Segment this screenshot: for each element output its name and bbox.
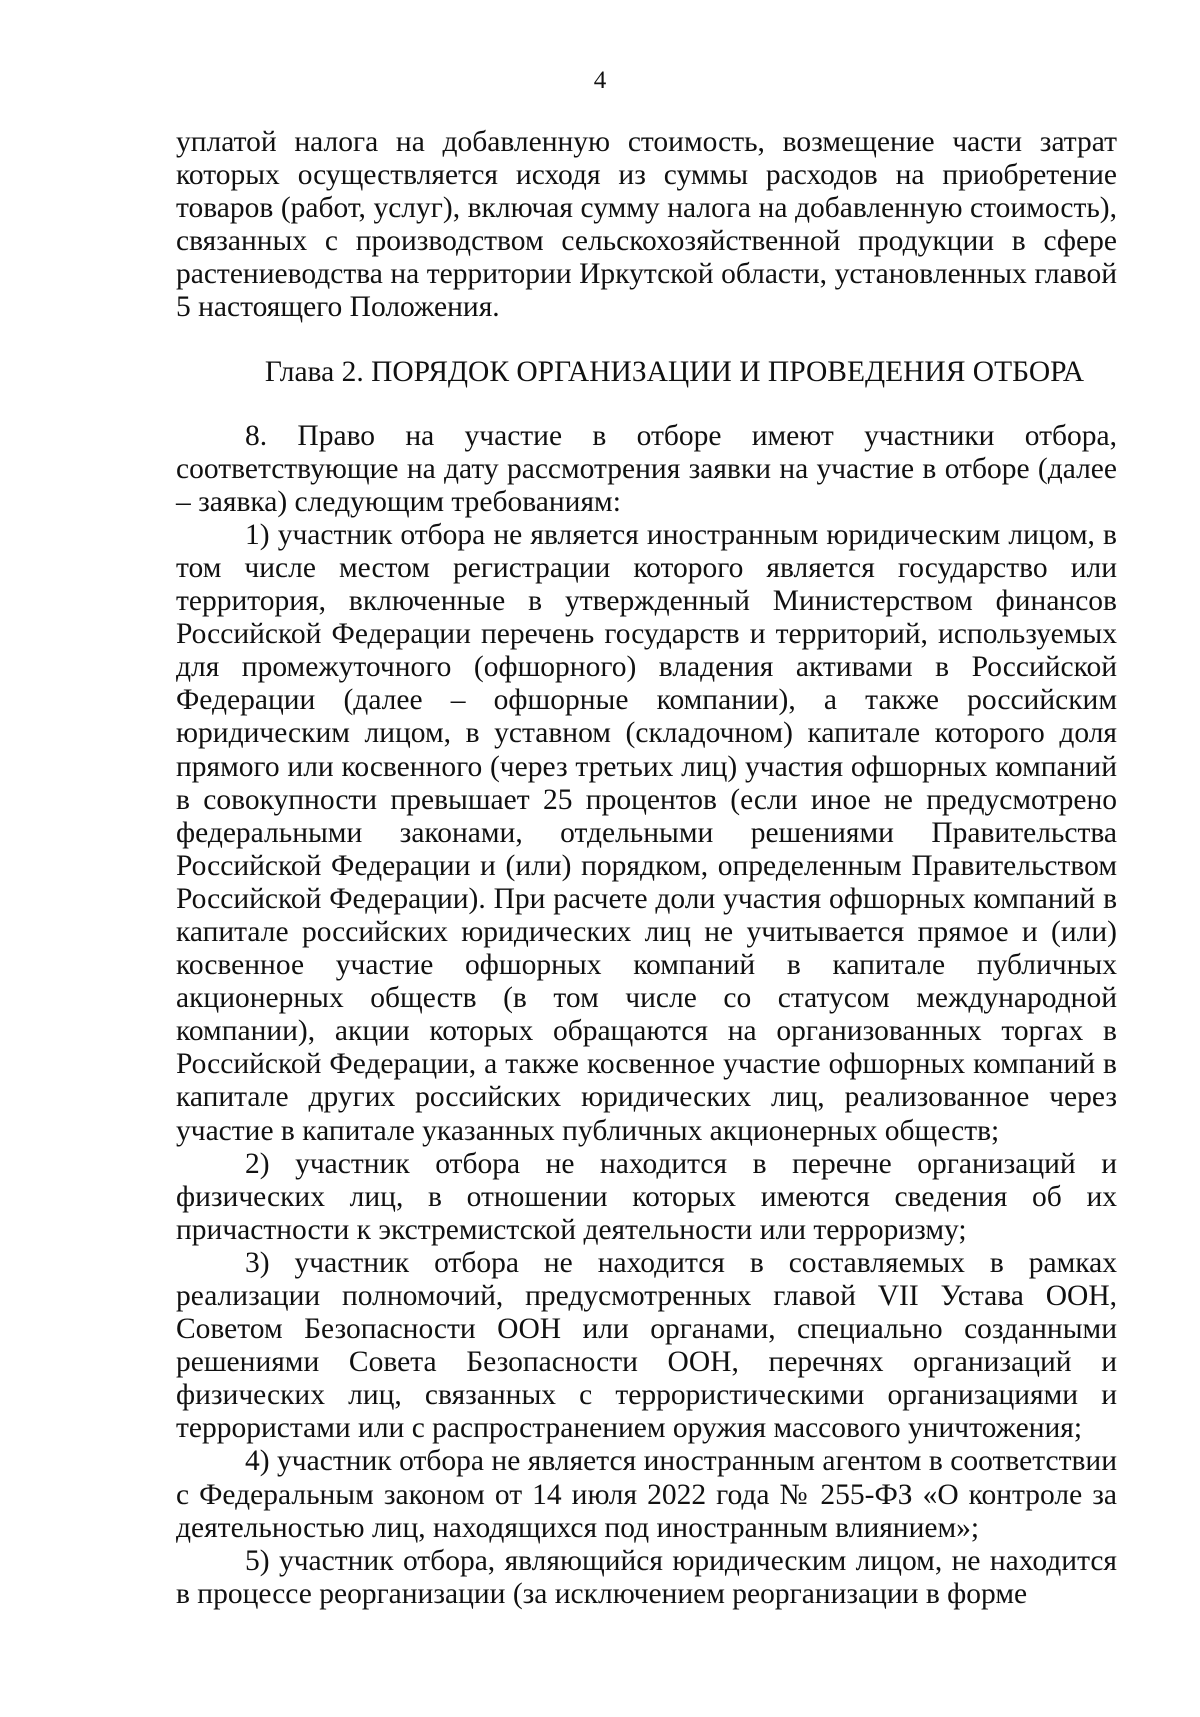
chapter-heading: Глава 2. ПОРЯДОК ОРГАНИЗАЦИИ И ПРОВЕДЕНИЯ ОТБОРА [264,355,1085,388]
requirement-item-3: 3) участник отбора не находится в составляемых в рамках реализации полномочий, предусмотренных главой VII Устава ООН, Советом Безопасности ООН или органами, специально созданными решениями Совета Безопасности ООН, перечнях организаций и физических лиц, связанных с террористическими организациями и террористами или с распространением оружия массового уничтожения; [176,1246,1117,1445]
document-body [176,126,1117,1611]
page-number: 4 [593,67,607,94]
requirement-item-4: 4) участник отбора не является иностранным агентом в соответствии с Федеральным законом от 14 июля 2022 года № 255-ФЗ «О контроле за деятельностью лиц, находящихся под иностранным влиянием»; [176,1445,1117,1544]
intro-paragraph: уплатой налога на добавленную стоимость, возмещение части затрат которых осуществляется исходя из суммы расходов на приобретение товаров (работ, услуг), включая сумму налога на добавленную стоимость), связанных с производством сельскохозяйственной продукции в сфере растениеводства на территории Иркутской области, установленных главой 5 настоящего Положения. [176,126,1117,324]
requirement-item-5: 5) участник отбора, являющийся юридическим лицом, не находится в процессе реорганизации (за исключением реорганизации в форме [176,1544,1117,1610]
requirement-item-1: 1) участник отбора не является иностранным юридическим лицом, в том числе местом регистрации которого является государство или территория, включенные в утвержденный Министерством финансов Российской Федерации перечень государств и территорий, используемых для промежуточного (офшорного) владения активами в Российской Федерации (далее – офшорные компании), а также российским юридическим лицом, в уставном (складочном) капитале которого доля прямого или косвенного (через третьих лиц) участия офшорных компаний в совокупности превышает 25 процентов (если иное не предусмотрено федеральными законами, отдельными решениями Правительства Российской Федерации и (или) порядком, определенным Правительством Российской Федерации). При расчете доли участия офшорных компаний в капитале российских юридических лиц не учитывается прямое и (или) косвенное участие офшорных компаний в капитале публичных акционерных обществ (в том числе со статусом международной компании), акции которых обращаются на организованных торгах в Российской Федерации, а также косвенное участие офшорных компаний в капитале других российских юридических лиц, реализованное через участие в капитале указанных публичных акционерных обществ; [176,518,1117,1147]
clause-8-paragraph: 8. Право на участие в отборе имеют участники отбора, соответствующие на дату рассмотрения заявки на участие в отборе (далее – заявка) следующим требованиям: [176,419,1117,518]
requirement-item-2: 2) участник отбора не находится в перечне организаций и физических лиц, в отношении которых имеются сведения об их причастности к экстремистской деятельности или терроризму; [176,1147,1117,1246]
